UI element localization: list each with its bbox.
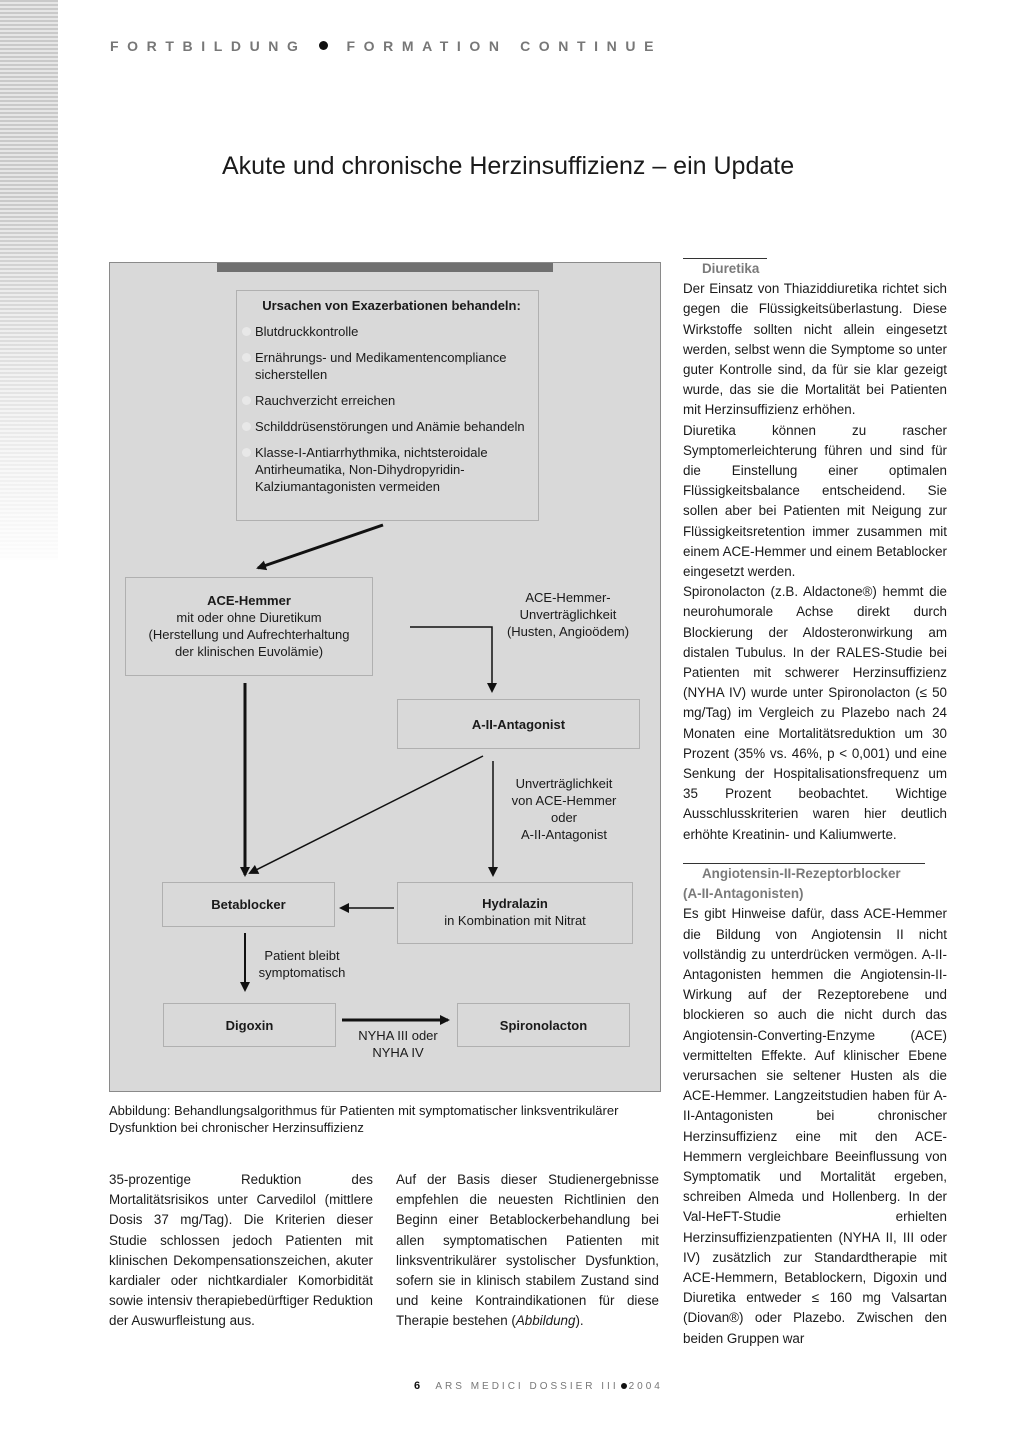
intolerance2-line: von ACE-Hemmer: [511, 793, 617, 808]
page-number: 6: [414, 1380, 421, 1392]
causes-head: Ursachen von Exazerbationen behandeln:: [262, 298, 521, 313]
bullet-icon: [621, 1383, 627, 1389]
paragraph: Der Einsatz von Thiaziddiuretika richtet sich gegen die Flüssigkeitsüberlastung. Diese Wirkstoffe sollten nicht allein eingesetzt werden, selbst wenn die Symptome so unter guter Kontrolle sind, da für sie klar gezeigt wurde, das sie die Mortalität bei Patienten mit Herzinsuffizienz erhöhen.: [683, 281, 947, 418]
ace-line: (Herstellung und Aufrechterhaltung: [148, 627, 350, 642]
running-head-right: FORMATION CONTINUE: [346, 38, 663, 54]
figure-caption: Abbildung: Behandlungsalgorithmus für Patienten mit symptomatischer linksventrikulärer Dysfunktion bei chronischer Herzinsuffizienz: [109, 1103, 619, 1135]
ace-intolerance-label: [496, 589, 640, 640]
symptomatic-label: [252, 947, 352, 981]
nyha-label: [348, 1027, 448, 1061]
journal-year: 2004: [628, 1381, 663, 1392]
hydralazin-sub: in Kombination mit Nitrat: [444, 913, 586, 928]
section-heading-diuretika: Diuretika: [702, 261, 760, 276]
paragraph: [396, 1170, 659, 1332]
betablocker-title: Betablocker: [211, 897, 286, 912]
hydralazin-box: [397, 882, 633, 944]
section-heading-a2-sub: (A-II-Antagonisten): [683, 886, 804, 902]
section-gap: [683, 845, 947, 863]
page-footer: [414, 1380, 663, 1392]
edge-fade: [0, 200, 58, 580]
journal-name: ARS MEDICI DOSSIER III: [435, 1381, 619, 1392]
paragraph: Spironolacton (z.B. Aldactone®) hemmt die neurohumorale Achse direkt durch Blockierung der Aldosteronwirkung am distalen Tubulus. In der RALES-Studie bei Patienten mit schwerer Herzinsuffizienz (NYHA IV) wurde unter Spironolacton (≤ 50 mg/Tag) im Vergleich zu Plazebo nach 24 Monaten eine Mortalitätsreduktion um 30 Prozent (35% vs. 46%, p < 0,001) und eine Senkung der Hospitalisationsfrequenz um 35 Prozent beobachtet. Wichtige Ausschlusskriterien waren hier deutlich erhöhte Kreatinin- und Kaliumwerte.: [683, 584, 947, 842]
paragraph: Es gibt Hinweise dafür, dass ACE-Hemmer die Bildung von Angiotensin II nicht vollständig zu unterdrücken vermögen. A-II-Antagonisten hemmen die Angiotensin-II-Wirkung auf der Rezeptorebene und blockieren so auch die nicht durch das Angiotensin-Converting-Enzyme (ACE) vermittelten Effekte. Auf klinischer Ebene verursachen sie seltener Husten als die ACE-Hemmer. Langzeitstudien haben für A-II-Antagonisten bei chronischer Herzinsuffizienz eine mit den ACE-Hemmern vergleichbare Beeinflussung von Symptomatik und Mortalität ergeben, schreiben Almeda und Hollenberg. In der Val-HeFT-Studie erhielten Herzinsuffizienzpatienten (NYHA II, III oder IV) zusätzlich zur Standardtherapie mit ACE-Hemmern, Betablockern, Digoxin und Diuretika entweder ≤ 160 mg Valsartan (Diovan®) oder Plazebo. Zwischen den beiden Gruppen war: [683, 906, 947, 1346]
treatment-algorithm-figure: [109, 262, 661, 1092]
causes-box: [236, 290, 539, 521]
running-head-left: FORTBILDUNG: [110, 38, 307, 54]
nyha-line: NYHA III oder: [358, 1028, 438, 1043]
arrow-causes-to-ace: [258, 525, 383, 568]
ace-box: [125, 577, 373, 676]
intolerance2-line: Unverträglichkeit: [515, 776, 613, 791]
running-head: [110, 38, 662, 54]
betablocker-box: [162, 882, 335, 927]
paragraph: 35-prozentige Reduktion des Mortalitätsrisikos unter Carvedilol (mittlere Dosis 37 mg/Tag). Die Kriterien dieser Studie schlossen jedoch Patienten mit klinischen Dekompensationszeichen, akuter kardialer oder nichtkardialer Komorbidität sowie intensiv therapiebedürftiger Reduktion der Auswurfleistung aus.: [109, 1172, 373, 1329]
paragraph-text: ).: [575, 1313, 584, 1329]
body-column-3: [683, 258, 947, 1349]
causes-item: Schilddrüsenstörungen und Anämie behandeln: [255, 418, 528, 435]
spironolacton-title: Spironolacton: [499, 1018, 588, 1033]
paragraph-text: Auf der Basis dieser Studienergebnisse empfehlen die neuesten Richtlinien den Beginn einer Betablockerbehandlung bei allen symptomatischen Patienten mit linksventrikulärer systolischer Dysfunktion, sofern sie in klinisch stabilem Zustand sind und keine Kontraindikationen für diese Therapie bestehen (: [396, 1172, 659, 1329]
digoxin-title: Digoxin: [225, 1018, 274, 1033]
intolerance2-line: A-II-Antagonist: [521, 827, 607, 842]
causes-item: Klasse-I-Antiarrhythmika, nichtsteroidale Antirheumatika, Non-Dihydropyridin-Kalziumantagonisten vermeiden: [255, 444, 528, 495]
a2-title: A-II-Antagonist: [471, 717, 566, 732]
bullet-icon: [319, 41, 328, 50]
arrow-ace-to-a2: [410, 627, 492, 691]
symptomatic-line: Patient bleibt: [264, 948, 340, 963]
paragraph: Diuretika können zu rascher Symptomerleichterung führen und sind für die Einstellung einer optimalen Flüssigkeitsbalance entscheidend. Sie sollen aber bei Patienten mit Neigung zur Flüssigkeitsretention immer zusammen mit einem ACE-Hemmer und einem Betablocker eingesetzt werden.: [683, 422, 947, 580]
section-heading-a2: Angiotensin-II-Rezeptorblocker: [702, 865, 901, 881]
ace-line: mit oder ohne Diuretikum: [176, 610, 322, 625]
ace-title: ACE-Hemmer: [207, 593, 291, 608]
ace-line: der klinischen Euvolämie): [174, 644, 324, 659]
body-column-2: [396, 1170, 659, 1332]
spironolacton-box: [457, 1003, 630, 1047]
intolerance2-line: oder: [550, 810, 578, 825]
figure-reference: Abbildung: [515, 1313, 576, 1329]
arrow-a2-to-beta: [250, 756, 483, 873]
hydralazin-title: Hydralazin: [482, 896, 548, 911]
page-title: Akute und chronische Herzinsuffizienz – ein Update: [222, 152, 795, 180]
causes-item: Ernährungs- und Medikamentencompliance sicherstellen: [255, 349, 528, 383]
intolerance2-label: [498, 775, 630, 843]
body-column-1: [109, 1170, 373, 1332]
symptomatic-line: symptomatisch: [258, 965, 346, 980]
nyha-line: NYHA IV: [372, 1045, 424, 1060]
digoxin-box: [163, 1003, 336, 1047]
causes-item: Blutdruckkontrolle: [255, 323, 528, 340]
ace-intolerance-line: ACE-Hemmer-: [525, 590, 611, 605]
causes-list: [255, 323, 528, 495]
ace-intolerance-line: (Husten, Angioödem): [506, 624, 630, 639]
causes-item: Rauchverzicht erreichen: [255, 392, 528, 409]
a2-antagonist-box: [397, 699, 640, 749]
ace-intolerance-line: Unverträglichkeit: [519, 607, 617, 622]
